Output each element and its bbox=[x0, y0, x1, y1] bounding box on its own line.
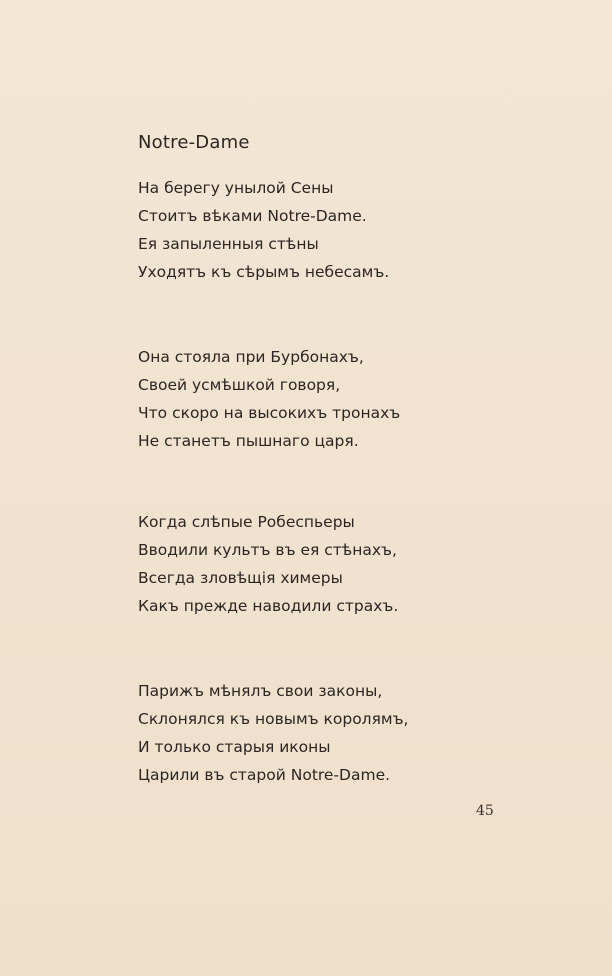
poem-line: Всегда зловѣщія химеры bbox=[138, 569, 343, 587]
stanza-1 bbox=[138, 174, 389, 286]
page-number: 45 bbox=[476, 803, 494, 819]
poem-line: Какъ прежде наводили страхъ. bbox=[138, 597, 399, 615]
stanza-4 bbox=[138, 677, 409, 789]
poem-line: Своей усмѣшкой говоря, bbox=[138, 376, 341, 394]
poem-line: Что скоро на высокихъ тронахъ bbox=[138, 404, 401, 422]
poem-line: Уходятъ къ сѣрымъ небесамъ. bbox=[138, 263, 390, 281]
poem-line: Когда слѣпые Робеспьеры bbox=[138, 513, 355, 531]
stanza-2 bbox=[138, 343, 400, 455]
poem-line: Она стояла при Бурбонахъ, bbox=[138, 348, 364, 366]
poem-line: Склонялся къ новымъ королямъ, bbox=[138, 710, 409, 728]
poem-line: Ея запыленныя стѣны bbox=[138, 235, 319, 253]
stanza-3 bbox=[138, 508, 398, 620]
poem-line: Стоитъ вѣками Notre-Dame. bbox=[138, 207, 367, 225]
poem-line: Вводили культъ въ ея стѣнахъ, bbox=[138, 541, 397, 559]
poem-line: Не станетъ пышнаго царя. bbox=[138, 432, 359, 450]
poem-line: И только старыя иконы bbox=[138, 738, 331, 756]
poem-title: Notre-Dame bbox=[138, 132, 250, 153]
poem-line: На берегу унылой Сены bbox=[138, 179, 334, 197]
poem-line: Царили въ старой Notre-Dame. bbox=[138, 766, 391, 784]
poem-line: Парижъ мѣнялъ свои законы, bbox=[138, 682, 383, 700]
